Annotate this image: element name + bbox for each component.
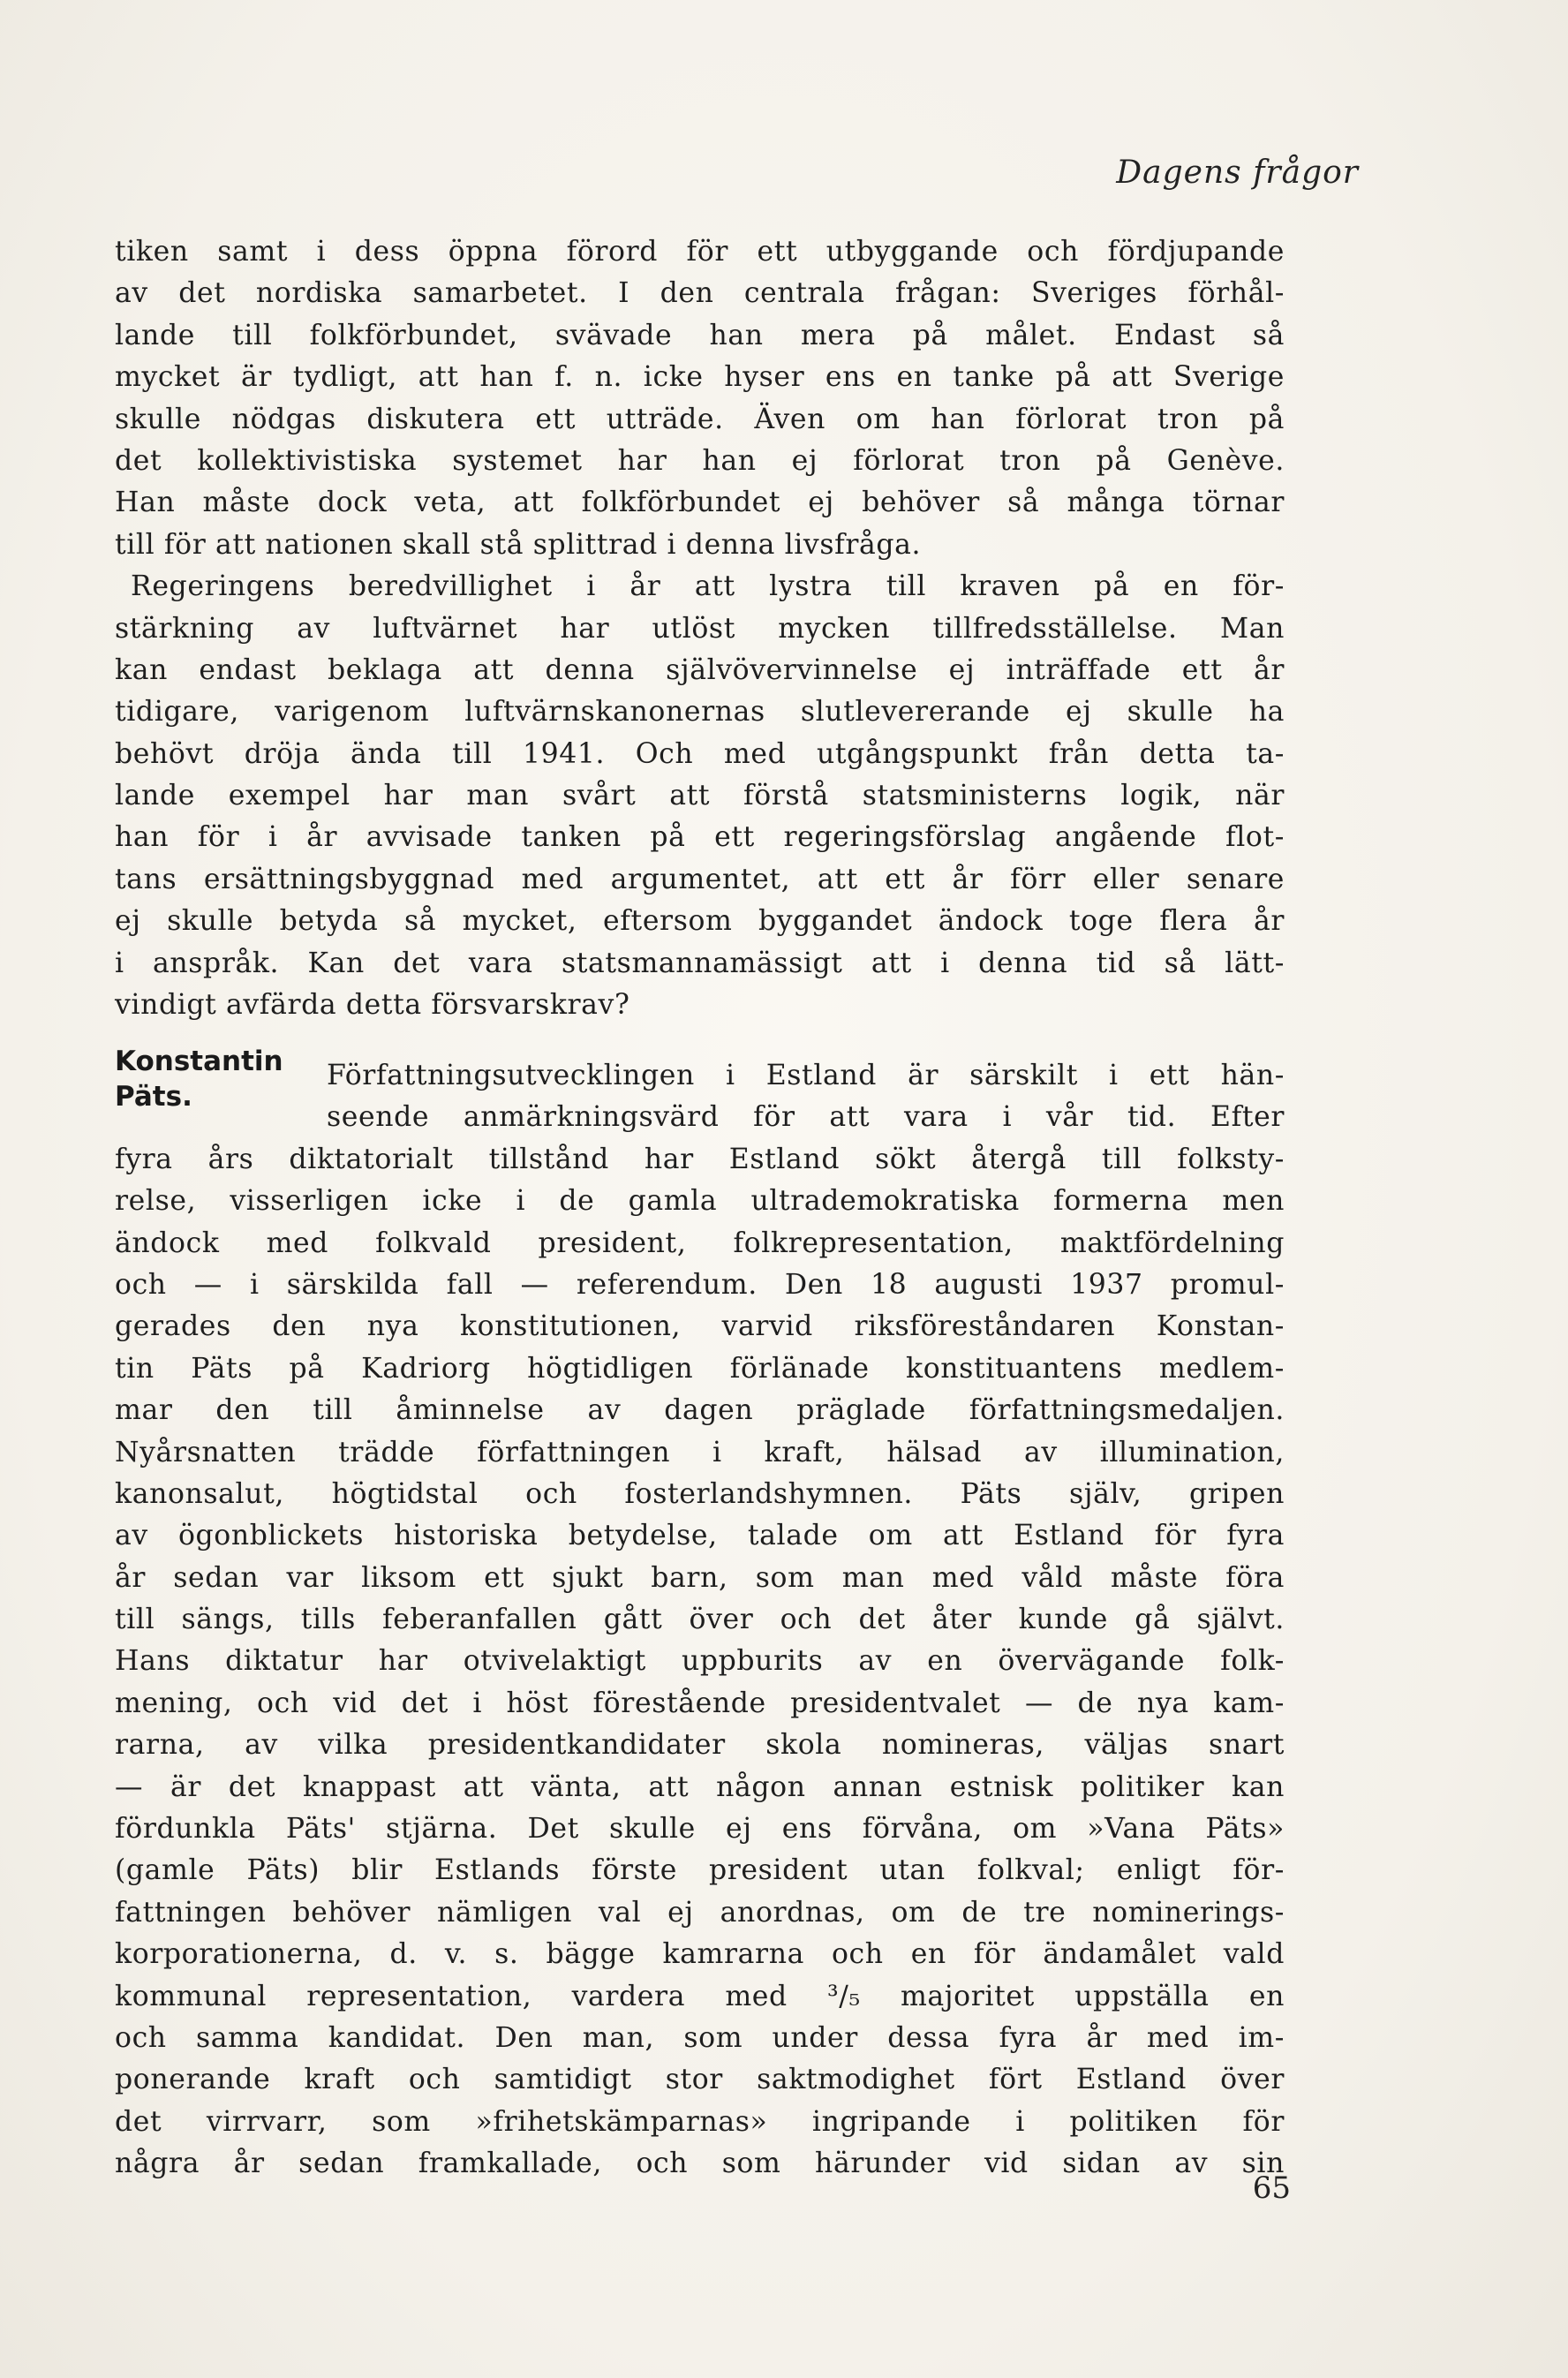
text-line: korporationerna, d. v. s. bägge kamrarna och en för ändamålet vald bbox=[115, 1938, 1285, 1971]
text-line: några år sedan framkallade, och som härunder vid sidan av sin bbox=[115, 2148, 1285, 2180]
text-line: tin Päts på Kadriorg högtidligen förlänade konstituantens medlem- bbox=[115, 1352, 1285, 1385]
text-line: i anspråk. Kan det vara statsmannamässigt att i denna tid så lätt- bbox=[115, 947, 1285, 979]
text-line: stärkning av luftvärnet har utlöst mycken tillfredsställelse. Man bbox=[115, 612, 1285, 645]
text-line: Nyårsnatten trädde författningen i kraft, hälsad av illumination, bbox=[115, 1436, 1285, 1468]
text-line: relse, visserligen icke i de gamla ultrademokratiska formerna men bbox=[115, 1185, 1285, 1218]
text-line: Hans diktatur har otvivelaktigt uppburits av en övervägande folk- bbox=[115, 1645, 1285, 1678]
text-line: ej skulle betyda så mycket, eftersom byggandet ändock toge flera år bbox=[115, 905, 1285, 938]
text-line: — är det knappast att vänta, att någon annan estnisk politiker kan bbox=[115, 1770, 1285, 1803]
running-header: Dagens frågor bbox=[1116, 155, 1359, 191]
text-line: Regeringens beredvillighet i år att lystra till kraven på en för- bbox=[131, 570, 1285, 603]
text-line: kanonsalut, högtidstal och fosterlandshymnen. Päts själv, gripen bbox=[115, 1477, 1285, 1510]
text-line: till för att nationen skall stå splittrad i denna livsfråga. bbox=[115, 528, 922, 561]
text-line: ponerande kraft och samtidigt stor saktmodighet fört Estland över bbox=[115, 2064, 1285, 2096]
text-line: fyra års diktatorialt tillstånd har Estland sökt återgå till folksty- bbox=[115, 1143, 1285, 1175]
text-line: seende anmärkningsvärd för att vara i vår tid. Efter bbox=[327, 1101, 1285, 1134]
paragraph-block-1 bbox=[115, 231, 1285, 1026]
text-line: skulle nödgas diskutera ett utträde. Även om han förlorat tron på bbox=[115, 403, 1285, 435]
text-line: rarna, av vilka presidentkandidater skola nomineras, väljas snart bbox=[115, 1729, 1285, 1762]
text-line: gerades den nya konstitutionen, varvid riksföreståndaren Konstan- bbox=[115, 1310, 1285, 1343]
sidehead-line: Päts. bbox=[115, 1081, 192, 1113]
text-line: mening, och vid det i höst förestående presidentvalet — de nya kam- bbox=[115, 1687, 1285, 1719]
text-line: behövt dröja ända till 1941. Och med utgångspunkt från detta ta- bbox=[115, 737, 1285, 770]
text-line: Han måste dock veta, att folkförbundet ej behöver så många törnar bbox=[115, 487, 1285, 519]
text-line: tiken samt i dess öppna förord för ett utbyggande och fördjupande bbox=[115, 236, 1285, 268]
text-line: tidigare, varigenom luftvärnskanonernas slutlevererande ej skulle ha bbox=[115, 696, 1285, 728]
text-line: fattningen behöver nämligen val ej anordnas, om de tre nominerings- bbox=[115, 1896, 1285, 1929]
text-line: av ögonblickets historiska betydelse, talade om att Estland för fyra bbox=[115, 1520, 1285, 1552]
text-line: kommunal representation, vardera med ³/₅ majoritet uppställa en bbox=[115, 1980, 1285, 2012]
text-line: (gamle Päts) blir Estlands förste president utan folkval; enligt för- bbox=[115, 1854, 1285, 1887]
text-line: det virrvarr, som »frihetskämparnas» ingripande i politiken för bbox=[115, 2105, 1285, 2138]
text-line: lande exempel har man svårt att förstå statsministerns logik, när bbox=[115, 780, 1285, 812]
text-line: år sedan var liksom ett sjukt barn, som man med våld måste föra bbox=[115, 1561, 1285, 1594]
paragraph-block-2 bbox=[115, 1055, 1285, 2185]
text-line: det kollektivistiska systemet har han ej förlorat tron på Genève. bbox=[115, 444, 1285, 477]
text-line: lande till folkförbundet, svävade han mera på målet. Endast så bbox=[115, 319, 1285, 351]
text-line: till sängs, tills feberanfallen gått över och det åter kunde gå självt. bbox=[115, 1604, 1285, 1636]
text-line: Författningsutvecklingen i Estland är särskilt i ett hän- bbox=[327, 1060, 1285, 1091]
sidehead-line: Konstantin bbox=[115, 1046, 283, 1077]
text-line: av det nordiska samarbetet. I den centrala frågan: Sveriges förhål- bbox=[115, 277, 1285, 310]
text-line: kan endast beklaga att denna självövervinnelse ej inträffade ett år bbox=[115, 653, 1285, 686]
page-number: 65 bbox=[1252, 2170, 1291, 2206]
text-line: mar den till åminnelse av dagen präglade författningsmedaljen. bbox=[115, 1394, 1285, 1427]
text-line: och — i särskilda fall — referendum. Den 18 augusti 1937 promul- bbox=[115, 1268, 1285, 1301]
text-line: och samma kandidat. Den man, som under dessa fyra år med im- bbox=[115, 2021, 1285, 2054]
text-line: fördunkla Päts' stjärna. Det skulle ej ens förvåna, om »Vana Päts» bbox=[115, 1813, 1285, 1846]
text-line: ändock med folkvald president, folkrepresentation, maktfördelning bbox=[115, 1227, 1285, 1259]
text-line: tans ersättningsbyggnad med argumentet, att ett år förr eller senare bbox=[115, 863, 1285, 895]
text-line: vindigt avfärda detta försvarskrav? bbox=[115, 989, 630, 1022]
text-line: mycket är tydligt, att han f. n. icke hyser ens en tanke på att Sverige bbox=[115, 361, 1285, 394]
text-line: han för i år avvisade tanken på ett regeringsförslag angående flot- bbox=[115, 821, 1285, 854]
